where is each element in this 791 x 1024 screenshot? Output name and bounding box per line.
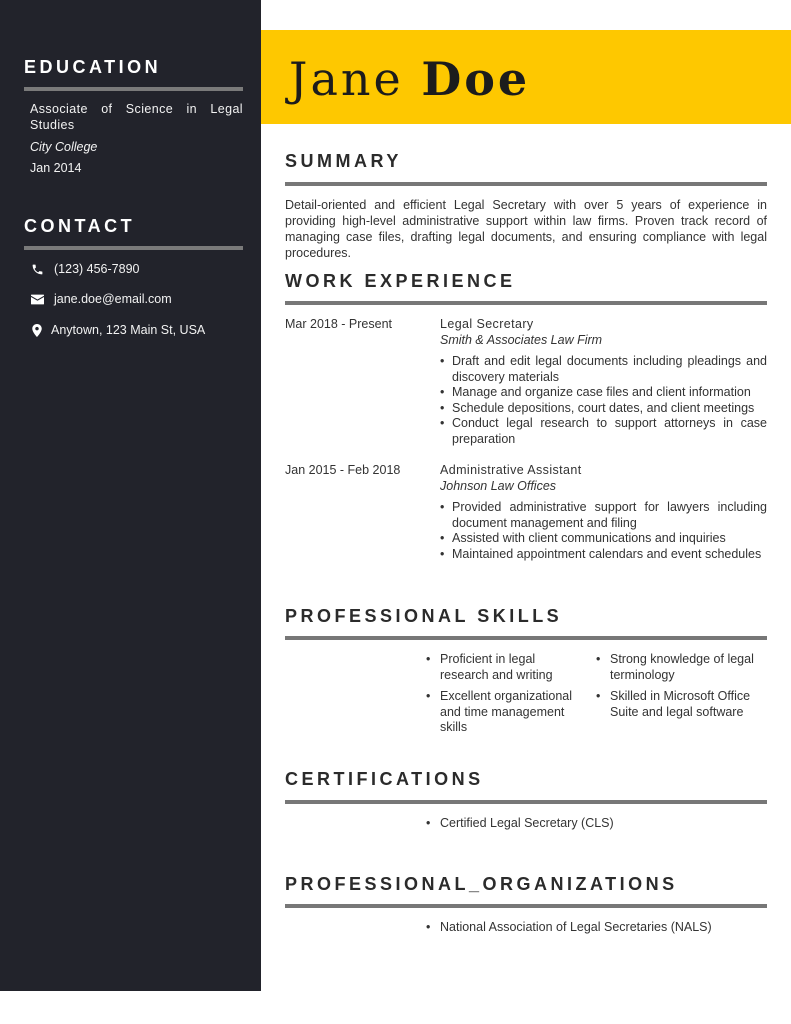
job-bullet: • Manage and organize case files and client information xyxy=(440,385,767,401)
last-name: Doe xyxy=(421,52,531,106)
education-heading: EDUCATION xyxy=(24,57,162,77)
contact-divider xyxy=(24,246,243,250)
skills-divider xyxy=(285,636,767,640)
certification-item: • Certified Legal Secretary (CLS) xyxy=(426,816,614,832)
experience-heading: WORK EXPERIENCE xyxy=(285,271,516,291)
job-dates: Mar 2018 - Present xyxy=(285,317,392,331)
certifications-heading: CERTIFICATIONS xyxy=(285,769,484,789)
job-bullet-list xyxy=(440,354,767,448)
skill-text: • Skilled in Microsoft Office Suite and legal software xyxy=(596,689,756,720)
job-bullet: • Assisted with client communications and inquiries xyxy=(440,531,767,547)
first-name: Jane xyxy=(289,52,404,106)
job-title: Legal Secretary xyxy=(440,317,534,331)
job-dates: Jan 2015 - Feb 2018 xyxy=(285,463,401,477)
skill-item xyxy=(426,652,586,683)
job-bullet-list xyxy=(440,500,767,562)
education-school: City College xyxy=(30,140,98,154)
experience-divider xyxy=(285,301,767,305)
phone-icon xyxy=(30,262,44,276)
skill-text: • Proficient in legal research and writing xyxy=(426,652,586,683)
organization-list xyxy=(426,920,712,936)
contact-heading: CONTACT xyxy=(24,216,136,236)
contact-phone-text: (123) 456-7890 xyxy=(54,262,140,276)
job-bullet: • Provided administrative support for lawyers including document management and filing xyxy=(440,500,767,531)
contact-phone xyxy=(30,261,139,277)
name-banner xyxy=(261,30,791,124)
skills-heading: PROFESSIONAL SKILLS xyxy=(285,606,563,626)
contact-email-text: jane.doe@email.com xyxy=(54,292,172,306)
organizations-heading: PROFESSIONAL_ORGANIZATIONS xyxy=(285,874,678,894)
job-bullet: • Maintained appointment calendars and event schedules xyxy=(440,547,767,563)
job-title: Administrative Assistant xyxy=(440,463,582,477)
certifications-divider xyxy=(285,800,767,804)
job-company: Johnson Law Offices xyxy=(440,479,557,493)
summary-text: Detail-oriented and efficient Legal Secretary with over 5 years of experience in providing high-level administrative support within law firms. Proven track record of managing case files, drafting legal documents, and ensuring compliance with legal procedures. xyxy=(285,198,767,260)
job-bullet: • Schedule depositions, court dates, and client meetings xyxy=(440,401,767,417)
location-icon xyxy=(30,323,44,337)
certification-list xyxy=(426,816,614,832)
skill-item xyxy=(426,689,586,736)
full-name xyxy=(289,52,531,106)
education-date: Jan 2014 xyxy=(30,161,82,175)
job-bullet: • Draft and edit legal documents including pleadings and discovery materials xyxy=(440,354,767,385)
organizations-divider xyxy=(285,904,767,908)
summary-divider xyxy=(285,182,767,186)
job-bullet: • Conduct legal research to support attorneys in case preparation xyxy=(440,416,767,447)
education-divider xyxy=(24,87,243,91)
contact-address-text: Anytown, 123 Main St, USA xyxy=(51,323,206,337)
sidebar xyxy=(0,0,261,991)
skill-text: • Strong knowledge of legal terminology xyxy=(596,652,756,683)
email-icon xyxy=(30,292,44,306)
organization-item: • National Association of Legal Secretaries (NALS) xyxy=(426,920,712,936)
skill-text: • Excellent organizational and time management skills xyxy=(426,689,586,736)
summary-heading: SUMMARY xyxy=(285,151,402,171)
education-degree: Associate of Science in Legal Studies xyxy=(30,102,243,132)
skill-item xyxy=(596,652,756,683)
skill-item xyxy=(596,689,756,720)
job-company: Smith & Associates Law Firm xyxy=(440,333,603,347)
contact-address xyxy=(30,322,205,338)
contact-email xyxy=(30,291,172,307)
